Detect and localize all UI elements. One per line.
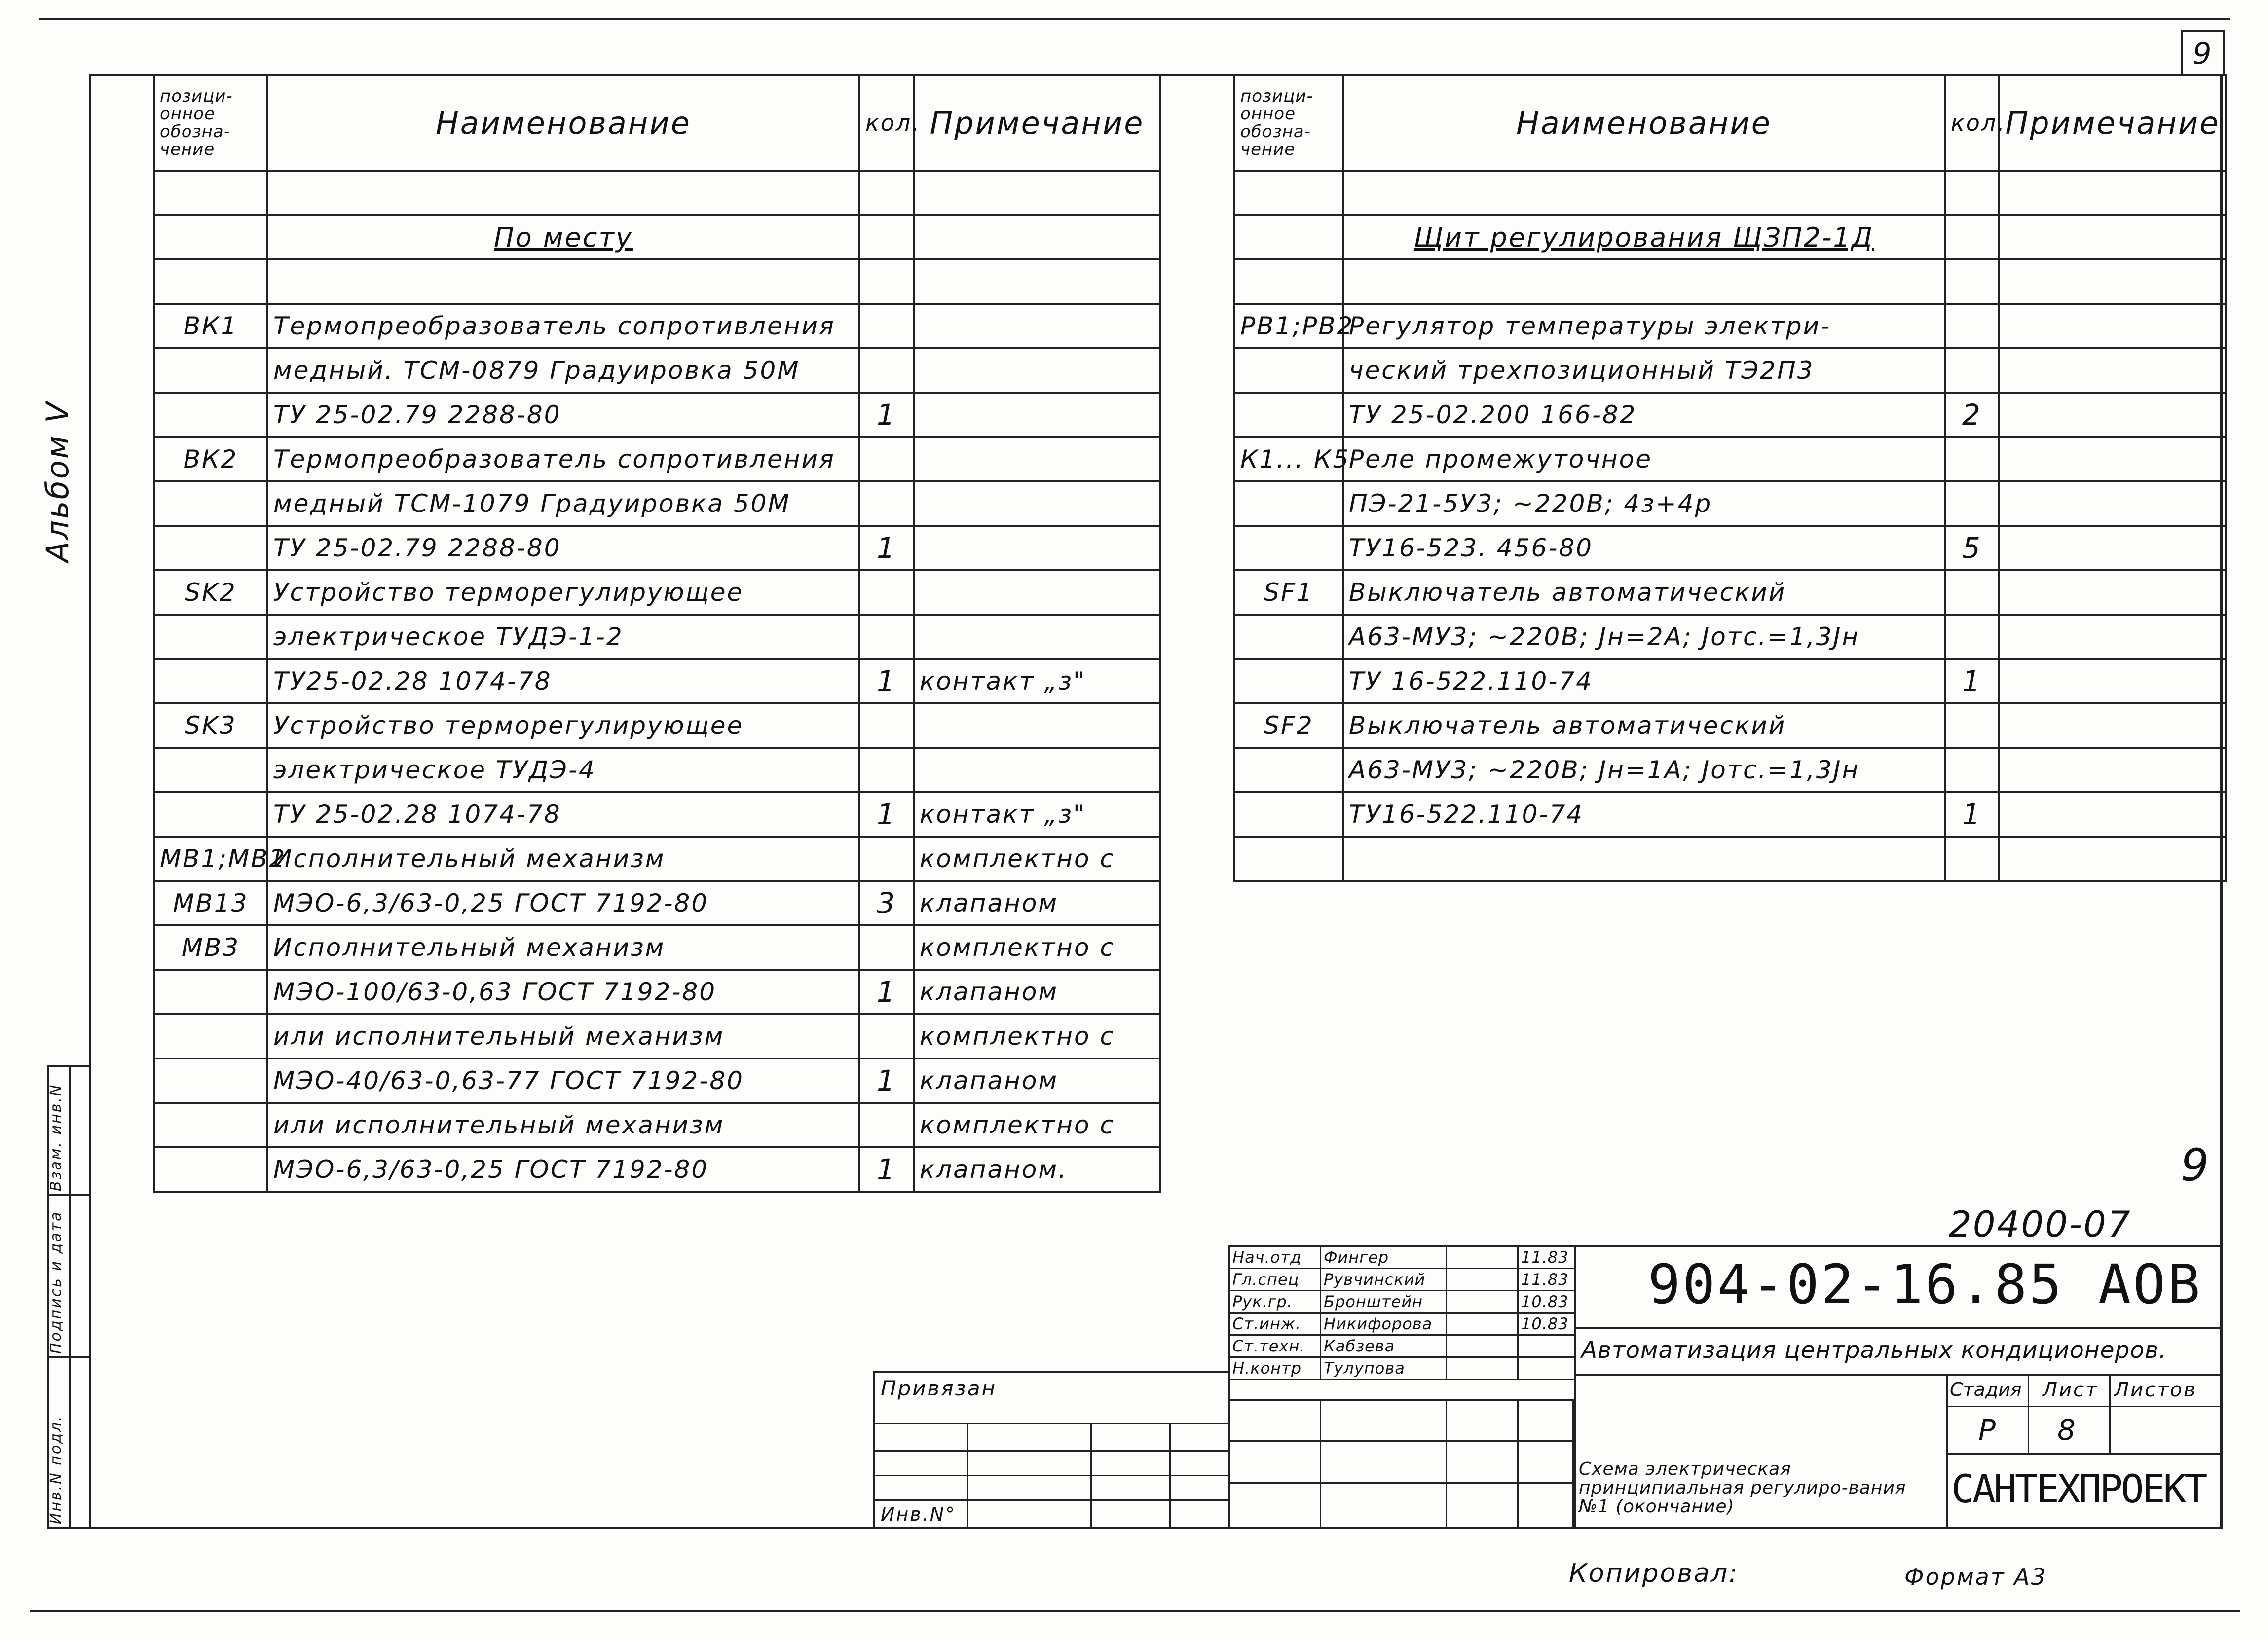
table-row bbox=[154, 1147, 1160, 1192]
sig-date: 10.83 bbox=[1518, 1291, 1575, 1313]
row-name: ПЭ-21-5У3; ~220В; 4з+4р bbox=[1343, 481, 1945, 526]
row-name: ТУ16-523. 456-80 bbox=[1343, 526, 1945, 570]
row-qty bbox=[859, 703, 914, 748]
row-name: ТУ 25-02.79 2288-80 bbox=[267, 393, 859, 437]
doc-number-hand: 20400-07 bbox=[1949, 1204, 2132, 1245]
stage-value: Р bbox=[1978, 1413, 1997, 1447]
row-note bbox=[914, 304, 1160, 348]
table-row bbox=[154, 348, 1160, 393]
row-note bbox=[1999, 526, 2226, 570]
row-pos bbox=[154, 1058, 267, 1103]
row-note bbox=[1999, 348, 2226, 393]
table-row bbox=[1234, 481, 2226, 526]
table-row bbox=[1234, 570, 2226, 615]
row-pos: МВ1;МВ2 bbox=[154, 837, 267, 881]
row-note bbox=[914, 437, 1160, 481]
row-qty bbox=[859, 437, 914, 481]
table-row bbox=[154, 393, 1160, 437]
row-qty bbox=[859, 570, 914, 615]
row-name: электрическое ТУДЭ-1-2 bbox=[267, 615, 859, 659]
sig-role: Ст.инж. bbox=[1229, 1313, 1321, 1335]
table-row bbox=[154, 970, 1160, 1014]
row-pos bbox=[1234, 792, 1343, 837]
signature-row bbox=[1229, 1269, 1575, 1291]
row-qty bbox=[1945, 304, 1999, 348]
sig-sign bbox=[1447, 1335, 1518, 1357]
row-pos bbox=[154, 615, 267, 659]
table-row bbox=[1234, 393, 2226, 437]
header-row bbox=[154, 75, 1160, 171]
row-pos: ВК1 bbox=[154, 304, 267, 348]
row-qty bbox=[859, 348, 914, 393]
row-pos bbox=[154, 970, 267, 1014]
row-qty: 1 bbox=[859, 792, 914, 837]
row-pos: SF2 bbox=[1234, 703, 1343, 748]
sheets-label: Листов bbox=[2114, 1379, 2197, 1401]
signature-row bbox=[1229, 1313, 1575, 1335]
row-pos bbox=[154, 748, 267, 792]
page-number-box bbox=[2181, 30, 2225, 76]
org-name: САНТЕХПРОЕКТ bbox=[1951, 1467, 2206, 1512]
row-pos bbox=[154, 393, 267, 437]
header-row bbox=[1234, 75, 2226, 171]
table-row bbox=[154, 481, 1160, 526]
row-pos: РВ1;РВ2 bbox=[1234, 304, 1343, 348]
table-row bbox=[154, 659, 1160, 703]
sig-name: Кабзева bbox=[1321, 1335, 1447, 1357]
row-name: ТУ 16-522.110-74 bbox=[1343, 659, 1945, 703]
row-pos bbox=[154, 526, 267, 570]
row-pos bbox=[1234, 348, 1343, 393]
sheet-value: 8 bbox=[2057, 1413, 2077, 1447]
table-row bbox=[154, 437, 1160, 481]
row-note bbox=[1999, 703, 2226, 748]
sig-role: Гл.спец bbox=[1229, 1269, 1321, 1291]
row-note bbox=[914, 703, 1160, 748]
col-header-note: Примечание bbox=[1999, 75, 2226, 171]
row-pos bbox=[154, 1103, 267, 1147]
row-qty: 1 bbox=[859, 393, 914, 437]
col-header-qty: кол. bbox=[1945, 75, 1999, 171]
row-qty bbox=[859, 925, 914, 970]
row-pos: К1... К5 bbox=[1234, 437, 1343, 481]
table-row bbox=[154, 925, 1160, 970]
row-pos: ВК2 bbox=[154, 437, 267, 481]
row-note bbox=[914, 393, 1160, 437]
table-row bbox=[1234, 437, 2226, 481]
row-note: контакт „з" bbox=[914, 792, 1160, 837]
row-note: контакт „з" bbox=[914, 659, 1160, 703]
row-name: Термопреобразователь сопротивления bbox=[267, 304, 859, 348]
row-name: медный ТСМ-1079 Градуировка 50М bbox=[267, 481, 859, 526]
side-stamp-replace: Взам. инв.N bbox=[47, 1083, 65, 1191]
table-row bbox=[154, 570, 1160, 615]
privyazan-label: Привязан bbox=[881, 1376, 997, 1400]
right-spec-table bbox=[1233, 74, 2227, 882]
row-pos bbox=[1234, 659, 1343, 703]
format-label: Формат А3 bbox=[1904, 1564, 2047, 1590]
sheet-title: Схема электрическая принципиальная регулиро-вания №1 (окончание) bbox=[1579, 1459, 1906, 1517]
table-row bbox=[154, 837, 1160, 881]
row-note: комплектно с bbox=[914, 837, 1160, 881]
sig-role: Н.контр bbox=[1229, 1357, 1321, 1380]
row-qty: 2 bbox=[1945, 393, 1999, 437]
copied-label: Копировал: bbox=[1569, 1559, 1739, 1588]
table-row bbox=[1234, 748, 2226, 792]
row-name bbox=[1343, 837, 1945, 881]
row-pos bbox=[1234, 393, 1343, 437]
row-note bbox=[1999, 748, 2226, 792]
sig-date bbox=[1518, 1357, 1575, 1380]
col-header-note: Примечание bbox=[914, 75, 1160, 171]
row-name: медный. ТСМ-0879 Градуировка 50М bbox=[267, 348, 859, 393]
row-note bbox=[1999, 837, 2226, 881]
row-pos bbox=[1234, 748, 1343, 792]
row-qty bbox=[859, 304, 914, 348]
row-pos: МВ13 bbox=[154, 881, 267, 925]
row-qty bbox=[1945, 748, 1999, 792]
row-name: электрическое ТУДЭ-4 bbox=[267, 748, 859, 792]
col-header-name: Наименование bbox=[267, 75, 859, 171]
row-note bbox=[914, 748, 1160, 792]
stage-label: Стадия bbox=[1950, 1379, 2022, 1400]
section-row bbox=[154, 215, 1160, 259]
frame-top-line bbox=[39, 18, 2230, 20]
frame-trim-bottom bbox=[30, 1610, 2240, 1612]
row-note bbox=[914, 348, 1160, 393]
sig-date: 11.83 bbox=[1518, 1246, 1575, 1269]
sheet-mark: 9 bbox=[2181, 1139, 2211, 1191]
side-stamp-inv: Инв.N подл. bbox=[47, 1415, 65, 1524]
row-qty: 5 bbox=[1945, 526, 1999, 570]
row-pos bbox=[1234, 526, 1343, 570]
row-note: клапаном bbox=[914, 1058, 1160, 1103]
sig-sign bbox=[1447, 1246, 1518, 1269]
row-note bbox=[1999, 304, 2226, 348]
row-pos bbox=[1234, 837, 1343, 881]
row-name: А63-МУ3; ~220В; Jн=1А; Jотс.=1,3Jн bbox=[1343, 748, 1945, 792]
row-qty bbox=[859, 748, 914, 792]
row-qty: 1 bbox=[1945, 792, 1999, 837]
row-note bbox=[914, 570, 1160, 615]
col-header-pos: позици-онное обозна-чение bbox=[154, 75, 267, 171]
row-name: Реле промежуточное bbox=[1343, 437, 1945, 481]
table-row bbox=[154, 792, 1160, 837]
row-note bbox=[914, 481, 1160, 526]
row-qty bbox=[1945, 703, 1999, 748]
row-note: клапаном bbox=[914, 881, 1160, 925]
row-note: комплектно с bbox=[914, 1103, 1160, 1147]
row-qty bbox=[1945, 481, 1999, 526]
row-note: клапаном bbox=[914, 970, 1160, 1014]
row-qty bbox=[859, 1103, 914, 1147]
table-row bbox=[1234, 615, 2226, 659]
project-title: Автоматизация центральных кондиционеров. bbox=[1581, 1337, 2167, 1364]
table-row bbox=[154, 615, 1160, 659]
sig-role: Ст.техн. bbox=[1229, 1335, 1321, 1357]
row-qty: 1 bbox=[859, 1058, 914, 1103]
sig-name: Бронштейн bbox=[1321, 1291, 1447, 1313]
signature-row bbox=[1229, 1246, 1575, 1269]
row-name: ТУ16-522.110-74 bbox=[1343, 792, 1945, 837]
table-row bbox=[1234, 348, 2226, 393]
signature-row bbox=[1229, 1291, 1575, 1313]
row-pos: SK2 bbox=[154, 570, 267, 615]
table-row bbox=[154, 304, 1160, 348]
sheet-label: Лист bbox=[2043, 1379, 2099, 1401]
album-label: Альбом V bbox=[39, 401, 75, 562]
signature-table bbox=[1228, 1245, 1575, 1380]
row-name: Исполнительный механизм bbox=[267, 925, 859, 970]
table-row bbox=[154, 748, 1160, 792]
row-qty bbox=[859, 837, 914, 881]
row-pos bbox=[1234, 615, 1343, 659]
row-note bbox=[914, 615, 1160, 659]
table-row bbox=[154, 881, 1160, 925]
row-qty bbox=[859, 615, 914, 659]
col-header-pos: позици-онное обозна-чение bbox=[1234, 75, 1343, 171]
row-name: или исполнительный механизм bbox=[267, 1014, 859, 1058]
sig-sign bbox=[1447, 1313, 1518, 1335]
sig-name: Тулупова bbox=[1321, 1357, 1447, 1380]
sig-sign bbox=[1447, 1291, 1518, 1313]
sig-sign bbox=[1447, 1357, 1518, 1380]
row-note bbox=[1999, 659, 2226, 703]
row-name: ческий трехпозиционный ТЭ2П3 bbox=[1343, 348, 1945, 393]
sig-role: Рук.гр. bbox=[1229, 1291, 1321, 1313]
row-qty bbox=[1945, 615, 1999, 659]
sig-sign bbox=[1447, 1269, 1518, 1291]
table-row bbox=[154, 1058, 1160, 1103]
row-qty: 1 bbox=[859, 970, 914, 1014]
row-pos bbox=[154, 1014, 267, 1058]
sig-name: Рувчинский bbox=[1321, 1269, 1447, 1291]
sig-name: Фингер bbox=[1321, 1246, 1447, 1269]
row-note: комплектно с bbox=[914, 925, 1160, 970]
table-row bbox=[154, 526, 1160, 570]
row-note bbox=[1999, 792, 2226, 837]
row-note bbox=[1999, 437, 2226, 481]
table-row bbox=[1234, 792, 2226, 837]
page-number: 9 bbox=[2193, 36, 2213, 71]
row-name: Регулятор температуры электри- bbox=[1343, 304, 1945, 348]
row-qty bbox=[859, 1014, 914, 1058]
row-qty: 1 bbox=[859, 659, 914, 703]
row-pos bbox=[154, 792, 267, 837]
row-name: А63-МУ3; ~220В; Jн=2А; Jотс.=1,3Jн bbox=[1343, 615, 1945, 659]
row-name: МЭО-6,3/63-0,25 ГОСТ 7192-80 bbox=[267, 1147, 859, 1192]
row-pos bbox=[154, 659, 267, 703]
section-title: Щит регулирования ЩЗП2-1Д bbox=[1343, 215, 1945, 259]
row-pos: SK3 bbox=[154, 703, 267, 748]
row-name: Устройство терморегулирующее bbox=[267, 703, 859, 748]
row-name: Устройство терморегулирующее bbox=[267, 570, 859, 615]
row-name: ТУ 25-02.28 1074-78 bbox=[267, 792, 859, 837]
table-row bbox=[1234, 659, 2226, 703]
section-row bbox=[1234, 215, 2226, 259]
row-note bbox=[1999, 393, 2226, 437]
row-pos bbox=[1234, 481, 1343, 526]
sig-date bbox=[1518, 1335, 1575, 1357]
sig-date: 11.83 bbox=[1518, 1269, 1575, 1291]
row-name: МЭО-6,3/63-0,25 ГОСТ 7192-80 bbox=[267, 881, 859, 925]
row-note bbox=[1999, 615, 2226, 659]
table-row bbox=[154, 1103, 1160, 1147]
row-name: Термопреобразователь сопротивления bbox=[267, 437, 859, 481]
row-pos bbox=[154, 348, 267, 393]
row-qty: 1 bbox=[1945, 659, 1999, 703]
row-qty bbox=[1945, 570, 1999, 615]
row-note: клапаном. bbox=[914, 1147, 1160, 1192]
inv-no-label: Инв.N° bbox=[881, 1503, 957, 1525]
sig-name: Никифорова bbox=[1321, 1313, 1447, 1335]
row-note: комплектно с bbox=[914, 1014, 1160, 1058]
table-row bbox=[1234, 526, 2226, 570]
row-name: Выключатель автоматический bbox=[1343, 703, 1945, 748]
row-qty bbox=[859, 481, 914, 526]
row-note bbox=[1999, 570, 2226, 615]
row-name: МЭО-40/63-0,63-77 ГОСТ 7192-80 bbox=[267, 1058, 859, 1103]
row-pos: SF1 bbox=[1234, 570, 1343, 615]
left-spec-table bbox=[153, 74, 1161, 1193]
row-qty: 1 bbox=[859, 526, 914, 570]
table-row bbox=[1234, 837, 2226, 881]
row-name: Выключатель автоматический bbox=[1343, 570, 1945, 615]
side-stamp-sign: Подпись и дата bbox=[47, 1210, 65, 1354]
section-title: По месту bbox=[267, 215, 859, 259]
sig-role: Нач.отд bbox=[1229, 1246, 1321, 1269]
row-pos bbox=[154, 1147, 267, 1192]
row-name: или исполнительный механизм bbox=[267, 1103, 859, 1147]
table-row bbox=[154, 703, 1160, 748]
row-qty bbox=[1945, 348, 1999, 393]
row-name: Исполнительный механизм bbox=[267, 837, 859, 881]
row-qty: 3 bbox=[859, 881, 914, 925]
row-qty bbox=[1945, 837, 1999, 881]
row-qty bbox=[1945, 437, 1999, 481]
row-name: ТУ25-02.28 1074-78 bbox=[267, 659, 859, 703]
table-row bbox=[1234, 304, 2226, 348]
row-note bbox=[914, 526, 1160, 570]
row-name: ТУ 25-02.79 2288-80 bbox=[267, 526, 859, 570]
sig-date: 10.83 bbox=[1518, 1313, 1575, 1335]
row-pos: МВ3 bbox=[154, 925, 267, 970]
signature-row bbox=[1229, 1357, 1575, 1380]
signature-empty-area bbox=[1228, 1399, 1574, 1529]
row-name: ТУ 25-02.200 166-82 bbox=[1343, 393, 1945, 437]
col-header-qty: кол. bbox=[859, 75, 914, 171]
signature-row bbox=[1229, 1335, 1575, 1357]
row-qty: 1 bbox=[859, 1147, 914, 1192]
row-pos bbox=[154, 481, 267, 526]
table-row bbox=[154, 1014, 1160, 1058]
col-header-name: Наименование bbox=[1343, 75, 1945, 171]
table-row bbox=[1234, 703, 2226, 748]
row-name: МЭО-100/63-0,63 ГОСТ 7192-80 bbox=[267, 970, 859, 1014]
doc-code: 904-02-16.85 АОВ bbox=[1648, 1253, 2202, 1316]
row-note bbox=[1999, 481, 2226, 526]
